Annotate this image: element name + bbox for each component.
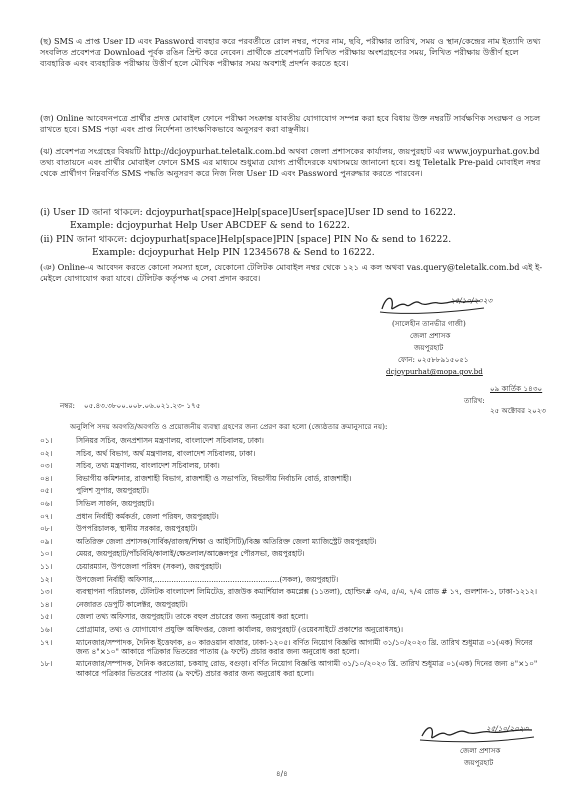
paragraph-ja: (জ) Online আবেদনপত্রে প্রার্থীর প্রদত্ত মোবাইল ফোনে পরীক্ষা সংক্রান্ত যাবতীয় যোগাযোগ সম্পন্ন করা হবে বিধায় উক্ত নম্বরটি সার্বক্ষণিক সংরক্ষণ ও সচল রাখতে হবে। SMS পড়া এবং প্রাপ্ত নির্দেশনা তাৎক্ষণিকভাবে অনুসরণ করা বাঞ্ছনীয়। [40,113,541,134]
paragraph-jha: (ঝ) প্রবেশপত্র সংগ্রহের বিষয়টি http://dcjoypurhat.teletalk.com.bd অথবা জেলা প্রশাসকের কার্যালয়, জয়পুরহাট এর www.joypurhat.gov.bd তথ্য বাতায়নে এবং প্রার্থীর মোবাইল ফোনে SMS এর মাধ্যমে শুধুমাত্র যোগ্য প্রার্থীদেরকে যথাসময়ে জানানো হবে। শুধু Teletalk Pre-paid মোবাইল নম্বর থেকে প্রার্থীগণ নিম্নবর্ণিত SMS পদ্ধতি অনুসরণ করে নিজ নিজ User ID এবং Password পুনরুদ্ধার করতে পারবেন। [40,146,541,178]
paragraph-nya: (ঞ) Online-এ আবেদন করতে কোনো সমস্যা হলে, যেকোনো টেলিটক মোবাইল নম্বর থেকে ১২১ এ কল অথবা vas.query@teletalk.com.bd এই ই-মেইলে যোগাযোগ করা যাবে। টেলিটক কর্তৃপক্ষ এ সেবা প্রদান করবে। [40,262,543,283]
list-item: ০৭। প্রধান নির্বাহী কর্মকর্তা, জেলা পরিষদ, জয়পুরহাট। [40,511,219,521]
userid-instruction: (i) User ID জানা থাকলে: dcjoypurhat[space]Help[space]User[space]User ID send to 16222. [40,207,456,218]
list-item: ০৯। অতিরিক্ত জেলা প্রশাসক(সার্বিক/রাজস্ব/শিক্ষা ও আইসিটি)/বিজ্ঞ অতিরিক্ত জেলা ম্যাজিস্ট্রেট জয়পুরহাট। [40,536,377,546]
signature-date: ২৫/১০/২০২৩ [450,296,493,305]
signatory-district: জয়পুরহাট [414,343,444,352]
date-english: ২৫ অক্টোবর ২০২৩ [490,406,547,415]
copy-intro: অনুলিপি সদয় অবগতি/অবগতি ও প্রয়োজনীয় ব্যবস্থা গ্রহণের জন্য প্রেরণ করা হলো (জ্যেষ্ঠতার ক্রমানুসারে নয়): [70,422,388,431]
pin-instruction: (ii) PIN জানা থাকলে: dcjoypurhat[space]Help[space]PIN [space] PIN No & send to 16222. [40,234,452,245]
list-item: ০৪। বিভাগীয় কমিশনার, রাজশাহী বিভাগ, রাজশাহী ও সভাপতি, বিভাগীয় নির্বাচনি বোর্ড, রাজশাহী। [40,473,352,483]
list-item: ০৬। সিভিল সার্জন, জয়পুরহাট। [40,498,154,508]
list-item: ১২। উপজেলা নির্বাহী অফিসার,.....................................................(সকল), জয়পুরহাট। [40,574,339,584]
date-bangla: ০৯ কার্তিক ১৪৩০ [490,384,543,393]
pin-example: Example: dcjoypurhat Help PIN 12345678 & Send to 16222. [92,247,375,258]
memo-number: ০৫.৪৩.৩৮০০.০০৮.০৬.০২১.২৩- ১৭৫ [84,401,201,410]
signatory-email: dcjoypurhat@mopa.gov.bd [386,367,483,376]
paragraph-cha: (ছ) SMS এ প্রাপ্ত User ID এবং Password ব্যবহার করে পরবর্তীতে রোল নম্বর, পদের নাম, ছবি, পরীক্ষার তারিখ, সময় ও স্থান/কেন্দ্রের নাম ইত্যাদি তথ্য সংবলিত প্রবেশপত্র Download পূর্বক রঙিন প্রিন্ট করে নেবেন। প্রার্থীকে প্রবেশপত্রটি লিখিত পরীক্ষায় অংশগ্রহণের সময়, লিখিত পরীক্ষায় উত্তীর্ণ হলে ব্যবহারিক এবং ব্যবহারিক পরীক্ষায় উত্তীর্ণ হলে মৌখিক পরীক্ষার সময় অবশ্যই প্রদর্শন করতে হবে। [40,36,541,68]
copy-list [40,436,545,681]
list-item: ১০। মেয়র, জয়পুরহাট/পাঁচবিবি/কালাই/ক্ষেতলাল/আক্কেলপুর পৌরসভা, জয়পুরহাট। [40,549,305,559]
date-label: তারিখ: [464,396,485,405]
signatory-phone: ফোন: ০২৫৮৮৯১৫০৫১ [398,355,469,364]
footer-designation: জেলা প্রশাসক [460,746,501,755]
list-item: ০৮। উপপরিচালক, স্থানীয় সরকার, জয়পুরহাট। [40,524,198,534]
list-item: ০১। সিনিয়র সচিব, জনপ্রশাসন মন্ত্রণালয়, বাংলাদেশ সচিবালয়, ঢাকা। [40,436,264,445]
list-item: ১৮। ম্যানেজার/সম্পাদক, দৈনিক করতোয়া, চকযাদু রোড, বগুড়া। বর্ণিত নিয়োগ বিজ্ঞপ্তি আগামী ৩১/১০/২০২৩ খ্রি. তারিখ শুধুমাত্র ০১(এক) দিনের জন্য ৪"×১০" আকারে পত্রিকার ভিতরের পাতায় (৯ ফন্টে) প্রচার করার জন্য অনুরোধ করা হলো। [40,659,538,678]
memo-label: নম্বর: [60,401,75,410]
list-item: ১৪। নেজারত ডেপুটি কালেক্টর, জয়পুরহাট। [40,599,188,609]
footer-sign-date: ২৫/১০/২০২৩ [486,724,529,733]
list-item: ১৫। জেলা তথ্য অফিসার, জয়পুরহাট। তাকে বহুল প্রচারের জন্য অনুরোধ করা হলো। [40,612,309,622]
list-item: ১১। চেয়ারম্যান, উপজেলা পরিষদ (সকল), জয়পুরহাট। [40,561,222,571]
list-item: ০২। সচিব, অর্থ বিভাগ, অর্থ মন্ত্রণালয়, বাংলাদেশ সচিবালয়, ঢাকা। [40,448,256,458]
list-item: ১৬। প্রোগ্রামার, তথ্য ও যোগাযোগ প্রযুক্তি অধিদপ্তর, জেলা কার্যালয়, জয়পুরহাট (ওয়েবসাইটে প্রকাশের অনুরোধসহ)। [40,624,404,634]
signatory-designation: জেলা প্রশাসক [410,331,451,340]
list-item: ১৩। ব্যবস্থাপনা পরিচালক, টেলিটক বাংলাদেশ লিমিটেড, রাজউক কমার্শিয়াল কমপ্লেক্স (১১তলা), হোল্ডিং# ৩/এ, ৫/এ, ৭/এ রোড # ১৭, গুলশান-১, ঢাকা-১২১২। [40,587,538,597]
list-item: ০৫। পুলিশ সুপার, জয়পুরহাট। [40,486,149,496]
signatory-name: (সালেহীন তানভীর গাজী) [392,319,466,328]
userid-example: Example: dcjoypurhat Help User ABCDEF & send to 16222. [70,220,350,231]
footer-district: জয়পুরহাট [464,758,494,767]
list-item: ০৩। সচিব, তথ্য মন্ত্রণালয়, বাংলাদেশ সচিবালয়, ঢাকা। [40,461,220,471]
list-item: ১৭। ম্যানেজার/সম্পাদক, দৈনিক ইত্তেফাক, ৪০ কারওয়ান বাজার, ঢাকা-১২০৫। বর্ণিত নিয়োগ বিজ্ঞপ্তি আগামী ৩১/১০/২০২৩ খ্রি. তারিখ শুধুমাত্র ০১(এক) দিনের জন্য ৪"×১০" আকারে পত্রিকার ভিতরের পাতায় (৯ ফন্টে) প্রচার করার জন্য অনুরোধ করা হলো। [40,637,533,656]
page-number: ৪/৪ [276,769,288,778]
